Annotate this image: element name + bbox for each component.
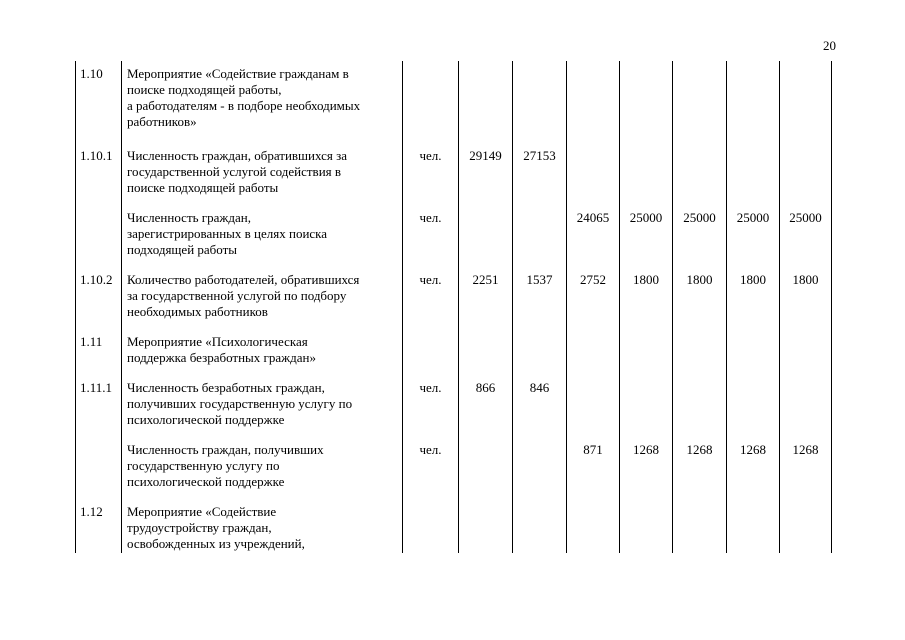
value-cell: 866 [459,375,513,437]
row-number: 1.10 [76,61,122,143]
value-cell [513,329,567,375]
value-cell: 1800 [780,267,832,329]
value-cell [513,499,567,553]
table-row [76,375,832,437]
description-line: освобожденных из учреждений, [127,536,305,551]
row-description [122,267,403,329]
value-cell: 25000 [620,205,673,267]
value-cell [620,61,673,143]
table-row [76,143,832,205]
value-cell [620,375,673,437]
description-line: поиске подходящей работы [127,180,279,195]
value-cell [513,205,567,267]
row-description [122,205,403,267]
row-description [122,329,403,375]
value-cell: 25000 [780,205,832,267]
value-cell [780,143,832,205]
value-cell: 25000 [673,205,727,267]
value-cell [673,143,727,205]
value-cell [567,329,620,375]
unit-cell: чел. [403,375,459,437]
value-cell [620,143,673,205]
value-cell: 29149 [459,143,513,205]
row-number: 1.10.2 [76,267,122,329]
value-cell: 1537 [513,267,567,329]
value-cell [567,143,620,205]
value-cell: 1268 [673,437,727,499]
description-line: Мероприятие «Психологическая [127,334,308,349]
unit-cell [403,61,459,143]
description-line: психологической поддержке [127,474,285,489]
page-number: 20 [823,38,836,53]
description-line: Численность безработных граждан, [127,380,325,395]
description-line: а работодателям - в подборе необходимых [127,98,361,113]
value-cell [727,375,780,437]
table-row [76,437,832,499]
row-description [122,375,403,437]
row-description [122,437,403,499]
value-cell: 1268 [780,437,832,499]
value-cell: 2251 [459,267,513,329]
value-cell [727,329,780,375]
value-cell: 27153 [513,143,567,205]
value-cell [673,499,727,553]
table-row [76,267,832,329]
description-line: Численность граждан, [127,210,251,225]
description-line: Количество работодателей, обратившихся [127,272,360,287]
value-cell [567,375,620,437]
value-cell [459,329,513,375]
description-line: Численность граждан, получивших [127,442,324,457]
value-cell [727,499,780,553]
value-cell [673,61,727,143]
description-line: Мероприятие «Содействие [127,504,277,519]
unit-cell: чел. [403,143,459,205]
value-cell: 1800 [727,267,780,329]
value-cell: 2752 [567,267,620,329]
description-line: необходимых работников [127,304,268,319]
value-cell: 1268 [727,437,780,499]
unit-cell [403,499,459,553]
value-cell [513,61,567,143]
row-number: 1.11.1 [76,375,122,437]
description-line: Мероприятие «Содействие гражданам в [127,66,349,81]
value-cell [620,329,673,375]
table-row [76,329,832,375]
row-description [122,499,403,553]
value-cell [727,143,780,205]
unit-cell: чел. [403,205,459,267]
value-cell: 25000 [727,205,780,267]
value-cell: 24065 [567,205,620,267]
value-cell: 1800 [620,267,673,329]
description-line: поддержка безработных граждан» [127,350,316,365]
value-cell [459,205,513,267]
value-cell [459,61,513,143]
value-cell [459,437,513,499]
value-cell [727,61,780,143]
row-number: 1.10.1 [76,143,122,205]
description-line: Численность граждан, обратившихся за [127,148,348,163]
row-description [122,143,403,205]
value-cell [513,437,567,499]
row-number [76,205,122,267]
description-line: работников» [127,114,197,129]
value-cell [567,61,620,143]
unit-cell [403,329,459,375]
row-number [76,437,122,499]
value-cell [567,499,620,553]
table-row [76,499,832,553]
value-cell: 1268 [620,437,673,499]
value-cell [673,375,727,437]
indicators-table [75,61,832,553]
description-line: психологической поддержке [127,412,285,427]
description-line: государственной услугой содействия в [127,164,342,179]
description-line: поиске подходящей работы, [127,82,282,97]
description-line: за государственной услугой по подбору [127,288,347,303]
value-cell: 1800 [673,267,727,329]
table-row [76,61,832,143]
row-number: 1.12 [76,499,122,553]
description-line: подходящей работы [127,242,238,257]
table-row [76,205,832,267]
value-cell [780,375,832,437]
value-cell [780,499,832,553]
value-cell [780,329,832,375]
description-line: получивших государственную услугу по [127,396,353,411]
description-line: государственную услугу по [127,458,280,473]
value-cell [673,329,727,375]
value-cell: 846 [513,375,567,437]
value-cell [780,61,832,143]
unit-cell: чел. [403,437,459,499]
row-number: 1.11 [76,329,122,375]
unit-cell: чел. [403,267,459,329]
value-cell [459,499,513,553]
value-cell: 871 [567,437,620,499]
row-description [122,61,403,143]
value-cell [620,499,673,553]
description-line: трудоустройству граждан, [127,520,272,535]
description-line: зарегистрированных в целях поиска [127,226,328,241]
